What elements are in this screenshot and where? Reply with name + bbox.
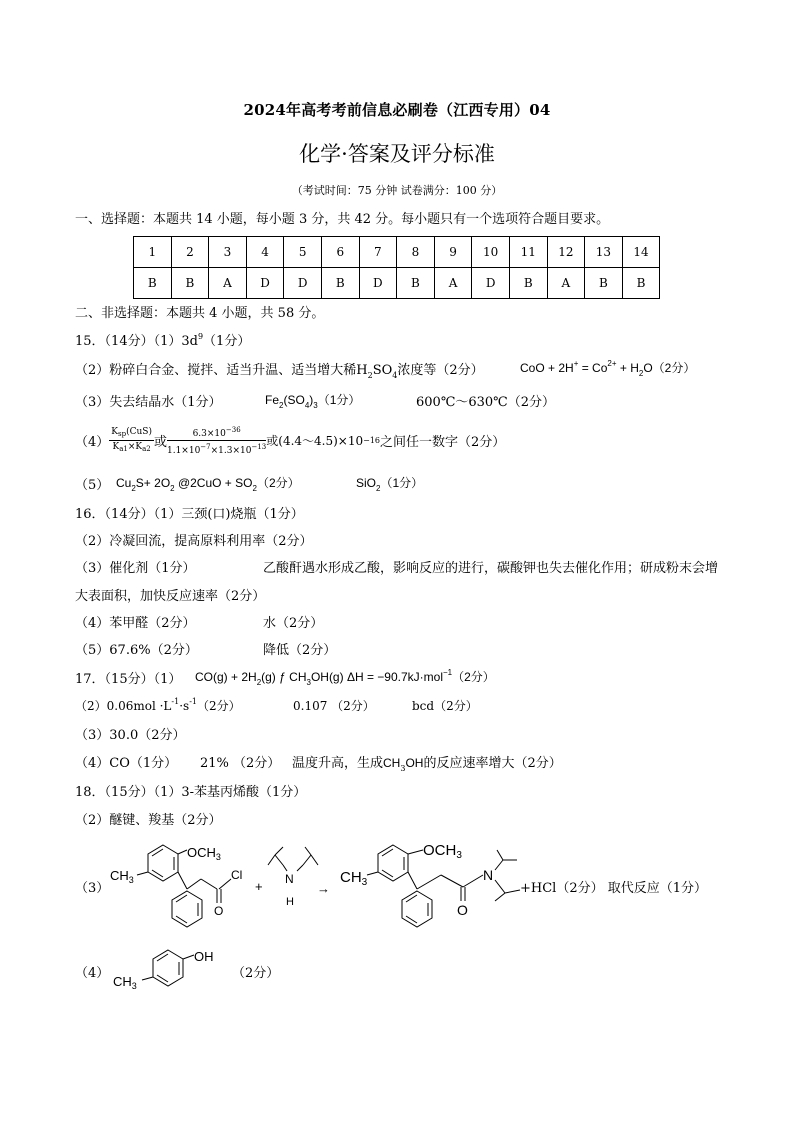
bond bbox=[441, 875, 463, 887]
bond bbox=[201, 879, 217, 889]
q17-line4-c bbox=[292, 752, 562, 773]
table-cell: 1 bbox=[134, 237, 172, 268]
bond bbox=[275, 847, 283, 855]
text: (SO bbox=[283, 393, 305, 407]
table-cell: B bbox=[397, 268, 435, 299]
q17-line2 bbox=[75, 697, 241, 714]
subscript: 3 bbox=[313, 401, 318, 410]
answer-table bbox=[133, 236, 660, 299]
table-cell: 5 bbox=[284, 237, 322, 268]
q16-line2: （2）冷凝回流，提高原料利用率（2分） bbox=[75, 534, 313, 549]
text: (CuS) bbox=[126, 427, 152, 437]
table-cell: D bbox=[284, 268, 322, 299]
table-row-numbers bbox=[134, 237, 660, 268]
text: （4）CO（1分） bbox=[75, 756, 178, 771]
oxygen-label: O bbox=[214, 904, 224, 918]
text: （4） bbox=[75, 435, 110, 450]
subscript: a2 bbox=[142, 445, 151, 453]
plus-sign: + bbox=[255, 879, 263, 894]
text: CoO + 2H bbox=[520, 361, 574, 375]
text: 浓度等（2分） bbox=[397, 363, 484, 378]
text: K bbox=[112, 442, 120, 452]
text: CH bbox=[383, 756, 401, 770]
q18-line3-label: （3） bbox=[75, 881, 110, 896]
oh-label: OH bbox=[194, 949, 214, 964]
text: Cu bbox=[116, 476, 132, 490]
text: CO(g) + 2H bbox=[195, 670, 257, 684]
subscript: 2 bbox=[638, 369, 644, 378]
och3-label: $OCH_3$ bbox=[187, 845, 221, 862]
bond bbox=[497, 850, 503, 860]
text: Fe bbox=[265, 393, 280, 407]
text: （1分） bbox=[317, 393, 361, 407]
reaction-arrow: → bbox=[317, 881, 330, 896]
exam-info: （考试时间：75 分钟 试卷满分：100 分） bbox=[291, 184, 503, 197]
table-cell: 11 bbox=[509, 237, 547, 268]
bond bbox=[495, 880, 505, 893]
table-cell: 13 bbox=[585, 237, 623, 268]
superscript: −13 bbox=[251, 443, 267, 451]
bond bbox=[187, 879, 201, 889]
table-cell: D bbox=[359, 268, 397, 299]
q16-line1: 16．（14分）（1）三颈(口)烧瓶（1分） bbox=[75, 507, 304, 522]
table-cell: B bbox=[622, 268, 660, 299]
text: 的反应速率增大（2分） bbox=[423, 756, 562, 771]
table-row-answers bbox=[134, 268, 660, 299]
q15-line2-equation bbox=[520, 359, 695, 378]
text: O（2分） bbox=[643, 361, 696, 375]
text: SiO bbox=[356, 476, 377, 490]
table-cell: B bbox=[134, 268, 172, 299]
bond bbox=[495, 893, 505, 901]
nitrogen-label: N bbox=[483, 867, 494, 883]
table-cell: 6 bbox=[321, 237, 359, 268]
table-cell: A bbox=[434, 268, 472, 299]
text: （1分） bbox=[203, 334, 251, 349]
q17-line1: 17．（15分）（1） bbox=[75, 672, 182, 687]
q18-line3-tail: +HCl（2分） 取代反应（1分） bbox=[520, 881, 708, 896]
bond bbox=[178, 872, 187, 889]
table-cell: A bbox=[209, 268, 247, 299]
superscript: 2+ bbox=[607, 359, 617, 368]
subscript: 2 bbox=[279, 401, 284, 410]
subscript: 4 bbox=[392, 371, 398, 380]
bond bbox=[183, 955, 194, 959]
table-cell: A bbox=[547, 268, 585, 299]
q15-line3-formula bbox=[265, 391, 360, 410]
bond bbox=[283, 865, 287, 871]
text: ·s bbox=[179, 699, 190, 713]
q17-line3: （3）30.0（2分） bbox=[75, 728, 186, 743]
nitrogen-label: N bbox=[285, 872, 294, 886]
table-cell: 3 bbox=[209, 237, 247, 268]
text: 或(4.4～4.5)×10 bbox=[266, 434, 364, 448]
text: 15．（14分）（1）3d bbox=[75, 334, 198, 349]
bond bbox=[137, 872, 148, 875]
table-cell: B bbox=[321, 268, 359, 299]
table-cell: D bbox=[246, 268, 284, 299]
bond bbox=[463, 875, 483, 887]
q15-line2 bbox=[75, 359, 484, 380]
fraction-denominator bbox=[167, 441, 266, 457]
q15-line5-equation bbox=[116, 474, 300, 493]
text: （2）粉碎白合金、搅拌、适当升温、适当增大稀H bbox=[75, 363, 368, 378]
subscript: 2 bbox=[367, 371, 373, 380]
och3-label: $OCH_3$ bbox=[423, 842, 462, 861]
table-cell: 14 bbox=[622, 237, 660, 268]
q15-line5: （5） bbox=[75, 478, 110, 493]
subscript: 4 bbox=[304, 401, 310, 410]
table-cell: 7 bbox=[359, 237, 397, 268]
bond bbox=[268, 855, 275, 865]
page-subtitle: 化学·答案及评分标准 bbox=[299, 142, 495, 166]
text: （2分） bbox=[256, 476, 300, 490]
subscript: 3 bbox=[306, 678, 311, 687]
q17-line2-e: bcd（2分） bbox=[412, 699, 478, 713]
text: （2分） bbox=[196, 699, 241, 713]
q17-line4 bbox=[75, 752, 177, 771]
bond bbox=[495, 860, 503, 870]
q16-line4b: 水（2分） bbox=[263, 616, 324, 631]
text: (g) ƒ CH bbox=[261, 670, 307, 684]
text: 1.1×10 bbox=[166, 446, 201, 456]
subscript: 2 bbox=[376, 484, 381, 493]
q15-line3-temp: 600℃～630℃（2分） bbox=[416, 395, 555, 410]
q17-line1-equation bbox=[195, 668, 495, 687]
q15-line5-sio2 bbox=[356, 474, 423, 493]
hydrogen-label: H bbox=[286, 896, 294, 908]
section1-heading: 一、选择题：本题共 14 小题，每小题 3 分，共 42 分。每小题只有一个选项符合题目要求。 bbox=[75, 212, 610, 227]
q15-line4 bbox=[75, 424, 505, 457]
table-cell: 2 bbox=[171, 237, 209, 268]
text: 温度升高，生成 bbox=[292, 756, 384, 771]
text: （1分） bbox=[380, 476, 424, 490]
p-cresol-structure bbox=[110, 944, 230, 994]
bond bbox=[505, 890, 520, 893]
table-cell: 10 bbox=[472, 237, 510, 268]
q18-line4-score: （2分） bbox=[232, 966, 280, 981]
table-cell: 8 bbox=[397, 237, 435, 268]
subscript: sp bbox=[118, 430, 127, 438]
bond bbox=[367, 872, 378, 875]
q18-line1: 18．（15分）（1）3-苯基丙烯酸（1分） bbox=[75, 785, 307, 800]
text: ×K bbox=[127, 442, 143, 452]
table-cell: B bbox=[585, 268, 623, 299]
fraction-denominator bbox=[109, 441, 154, 455]
superscript: -1 bbox=[189, 697, 197, 706]
bond bbox=[303, 855, 311, 865]
text: @2CuO + SO bbox=[174, 476, 253, 490]
reaction-scheme bbox=[105, 835, 585, 945]
bond bbox=[417, 875, 441, 889]
q18-line2: （2）醚键、羧基（2分） bbox=[75, 813, 222, 828]
fraction-ksp bbox=[109, 426, 154, 455]
superscript: -1 bbox=[171, 697, 180, 706]
superscript: −1 bbox=[443, 668, 453, 677]
bond bbox=[408, 850, 423, 854]
table-cell: B bbox=[171, 268, 209, 299]
text: K bbox=[111, 427, 119, 437]
q16-line5a: （5）67.6%（2分） bbox=[75, 643, 198, 658]
superscript: −36 bbox=[225, 426, 241, 434]
ch3-label: $CH_3$ bbox=[110, 868, 134, 885]
bond bbox=[178, 850, 187, 854]
subscript: 2 bbox=[170, 484, 175, 493]
text: + H bbox=[616, 361, 639, 375]
superscript: −16 bbox=[363, 436, 381, 445]
table-cell: B bbox=[509, 268, 547, 299]
bond bbox=[305, 847, 311, 855]
bond bbox=[311, 855, 318, 865]
q15-line1 bbox=[75, 330, 250, 349]
q16-line3b: 乙酸酐遇水形成乙酸，影响反应的进行，碳酸钾也失去催化作用；研成粉末会增 bbox=[263, 561, 719, 576]
text: 6.3×10 bbox=[192, 429, 226, 439]
chlorine-label: Cl bbox=[231, 868, 243, 882]
q17-line4-b: 21% （2分） bbox=[200, 756, 281, 771]
table-cell: 12 bbox=[547, 237, 585, 268]
page-title: 2024年高考考前信息必刷卷（江西专用）04 bbox=[243, 101, 551, 119]
text: SO bbox=[372, 363, 393, 378]
superscript: 9 bbox=[197, 332, 204, 341]
q16-line3c: 大表面积，加快反应速率（2分） bbox=[75, 589, 266, 604]
fraction-numerator bbox=[167, 424, 266, 441]
text: = Co bbox=[578, 361, 608, 375]
superscript: + bbox=[573, 359, 579, 368]
q17-line2-d: 0.107 （2分） bbox=[293, 699, 375, 713]
oxygen-label: O bbox=[457, 902, 468, 918]
table-cell: D bbox=[472, 268, 510, 299]
bond bbox=[219, 879, 231, 889]
subscript: 2 bbox=[252, 484, 257, 493]
text: （2）0.06mol ·L bbox=[75, 699, 172, 713]
superscript: −7 bbox=[200, 443, 211, 451]
text: ) bbox=[309, 393, 314, 407]
fraction-values bbox=[167, 424, 266, 457]
subscript: 2 bbox=[256, 678, 262, 687]
text: ×1.3×10 bbox=[210, 446, 252, 456]
subscript: 3 bbox=[400, 764, 406, 773]
subscript: a1 bbox=[119, 445, 128, 453]
section2-heading: 二、非选择题：本题共 4 小题，共 58 分。 bbox=[75, 306, 325, 321]
subscript: 2 bbox=[131, 484, 136, 493]
bond bbox=[142, 977, 153, 980]
q16-line3a: （3）催化剂（1分） bbox=[75, 561, 196, 576]
q16-line4a: （4）苯甲醛（2分） bbox=[75, 616, 196, 631]
bond bbox=[297, 865, 303, 871]
ch3-label: $CH_3$ bbox=[113, 974, 137, 991]
q16-line5b: 降低（2分） bbox=[263, 643, 337, 658]
text: OH bbox=[405, 756, 424, 770]
text: OH(g) ΔH = −90.7kJ·mol bbox=[310, 670, 443, 684]
table-cell: 4 bbox=[246, 237, 284, 268]
text: 或 bbox=[153, 435, 167, 450]
q15-line3: （3）失去结晶水（1分） bbox=[75, 395, 222, 410]
bond bbox=[408, 872, 417, 889]
text: （2分） bbox=[452, 670, 495, 684]
q18-line4-label: （4） bbox=[75, 966, 110, 981]
text: 之间任一数字（2分） bbox=[380, 435, 506, 450]
bond bbox=[275, 855, 283, 865]
ch3-label: $CH_3$ bbox=[340, 869, 368, 888]
text: S+ 2O bbox=[135, 476, 171, 490]
table-cell: 9 bbox=[434, 237, 472, 268]
fraction-numerator bbox=[109, 426, 154, 441]
